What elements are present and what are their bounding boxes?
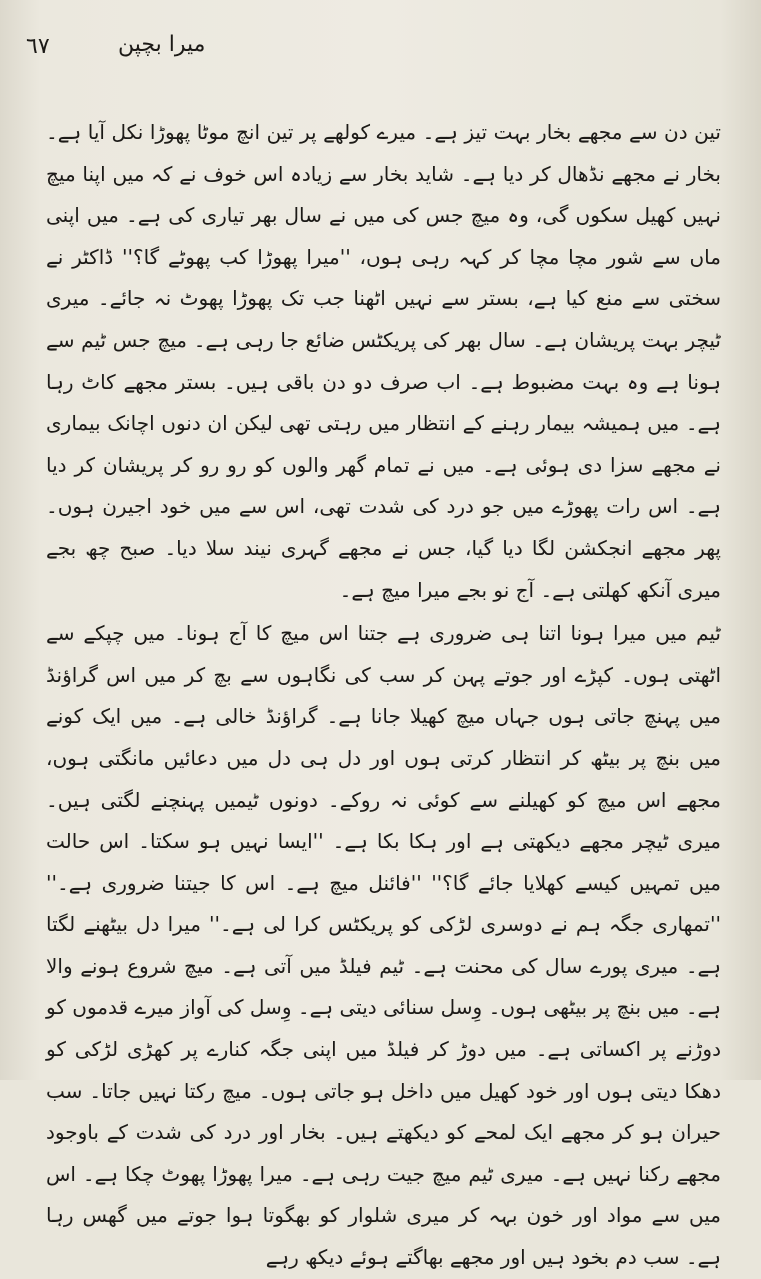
paragraph-1: تین دن سے مجھے بخار بہت تیز ہے۔ میرے کولھے پر تین انچ موٹا پھوڑا نکل آیا ہے۔ بخار نے مجھے نڈھال کر دیا ہے۔ شاید بخار سے زیادہ اس خوف نے کہ میں اپنا میچ نہیں کھیل سکوں گی، وہ میچ جس کی میں نے سال بھر تیاری کی ہے۔ میں اپنی ماں سے شور مچا مچا کر کہہ رہی ہوں، ''میرا پھوڑا کب پھوٹے گا؟'' ڈاکٹر نے سختی سے منع کیا ہے، بستر سے نہیں اٹھنا جب تک پھوڑا پھوٹ نہ جائے۔ میری ٹیچر بہت پریشان ہے۔ سال بھر کی پریکٹس ضائع جا رہی ہے۔ میچ جس ٹیم سے ہونا ہے وہ بہت مضبوط ہے۔ اب صرف دو دن باقی ہیں۔ بستر مجھے کاٹ رہا ہے۔ میں ہمیشہ بیمار رہنے کے انتظار میں رہتی تھی لیکن ان دنوں اچانک بیماری نے مجھے سزا دی ہوئی ہے۔ میں نے تمام گھر والوں کو رو رو کر پریشان کر دیا ہے۔ اس رات پھوڑے میں جو درد کی شدت تھی، اس سے میں خود اجیرن ہوں۔ پھر مجھے انجکشن لگا دیا گیا، جس نے مجھے گہری نیند سلا دیا۔ صبح چھ بجے میری آنکھ کھلتی ہے۔ آج نو بجے میرا میچ ہے۔ [46, 120, 721, 602]
page-number: ٦٧ [26, 34, 50, 59]
running-title: میرا بچپن [118, 32, 206, 57]
body-text [46, 112, 721, 1279]
page-header [0, 34, 761, 74]
paragraph-2: ٹیم میں میرا ہونا اتنا ہی ضروری ہے جتنا اس میچ کا آج ہونا۔ میں چپکے سے اٹھتی ہوں۔ کپڑے اور جوتے پہن کر سب کی نگاہوں سے بچ کر میں اس گراؤنڈ میں پہنچ جاتی ہوں جہاں میچ کھیلا جانا ہے۔ گراؤنڈ خالی ہے۔ میں ایک کونے میں بنچ پر بیٹھ کر انتظار کرتی ہوں اور دل ہی دل میں دعائیں مانگتی ہوں، مجھے اس میچ کو کھیلنے سے کوئی نہ روکے۔ دونوں ٹیمیں پہنچنے لگتی ہیں۔ میری ٹیچر مجھے دیکھتی ہے اور ہکا بکا ہے۔ ''ایسا نہیں ہو سکتا۔ اس حالت میں تمہیں کیسے کھلایا جائے گا؟'' ''فائنل میچ ہے۔ اس کا جیتنا ضروری ہے۔'' ''تمھاری جگہ ہم نے دوسری لڑکی کو پریکٹس کرا لی ہے۔'' میرا دل بیٹھنے لگتا ہے۔ میری پورے سال کی محنت ہے۔ ٹیم فیلڈ میں آتی ہے۔ میچ شروع ہونے والا ہے۔ میں بنچ پر بیٹھی ہوں۔ وِسل سنائی دیتی ہے۔ وِسل کی آواز میرے قدموں کو دوڑنے پر اکساتی ہے۔ میں دوڑ کر فیلڈ میں اپنی جگہ کنارے پر کھڑی لڑکی کو دھکا دیتی ہوں اور خود کھیل میں داخل ہو جاتی ہوں۔ میچ رکتا نہیں جاتا۔ سب حیران ہو کر مجھے ایک لمحے کو دیکھتے ہیں۔ بخار اور درد کی شدت کے باوجود مجھے رکنا نہیں ہے۔ میری ٹیم میچ جیت رہی ہے۔ میرا پھوڑا پھوٹ چکا ہے۔ اس میں سے مواد اور خون بہہ کر میری شلوار کو بھگوتا ہوا جوتے میں گھس رہا ہے۔ سب دم بخود ہیں اور مجھے بھاگتے ہوئے دیکھ رہے [46, 621, 721, 1270]
